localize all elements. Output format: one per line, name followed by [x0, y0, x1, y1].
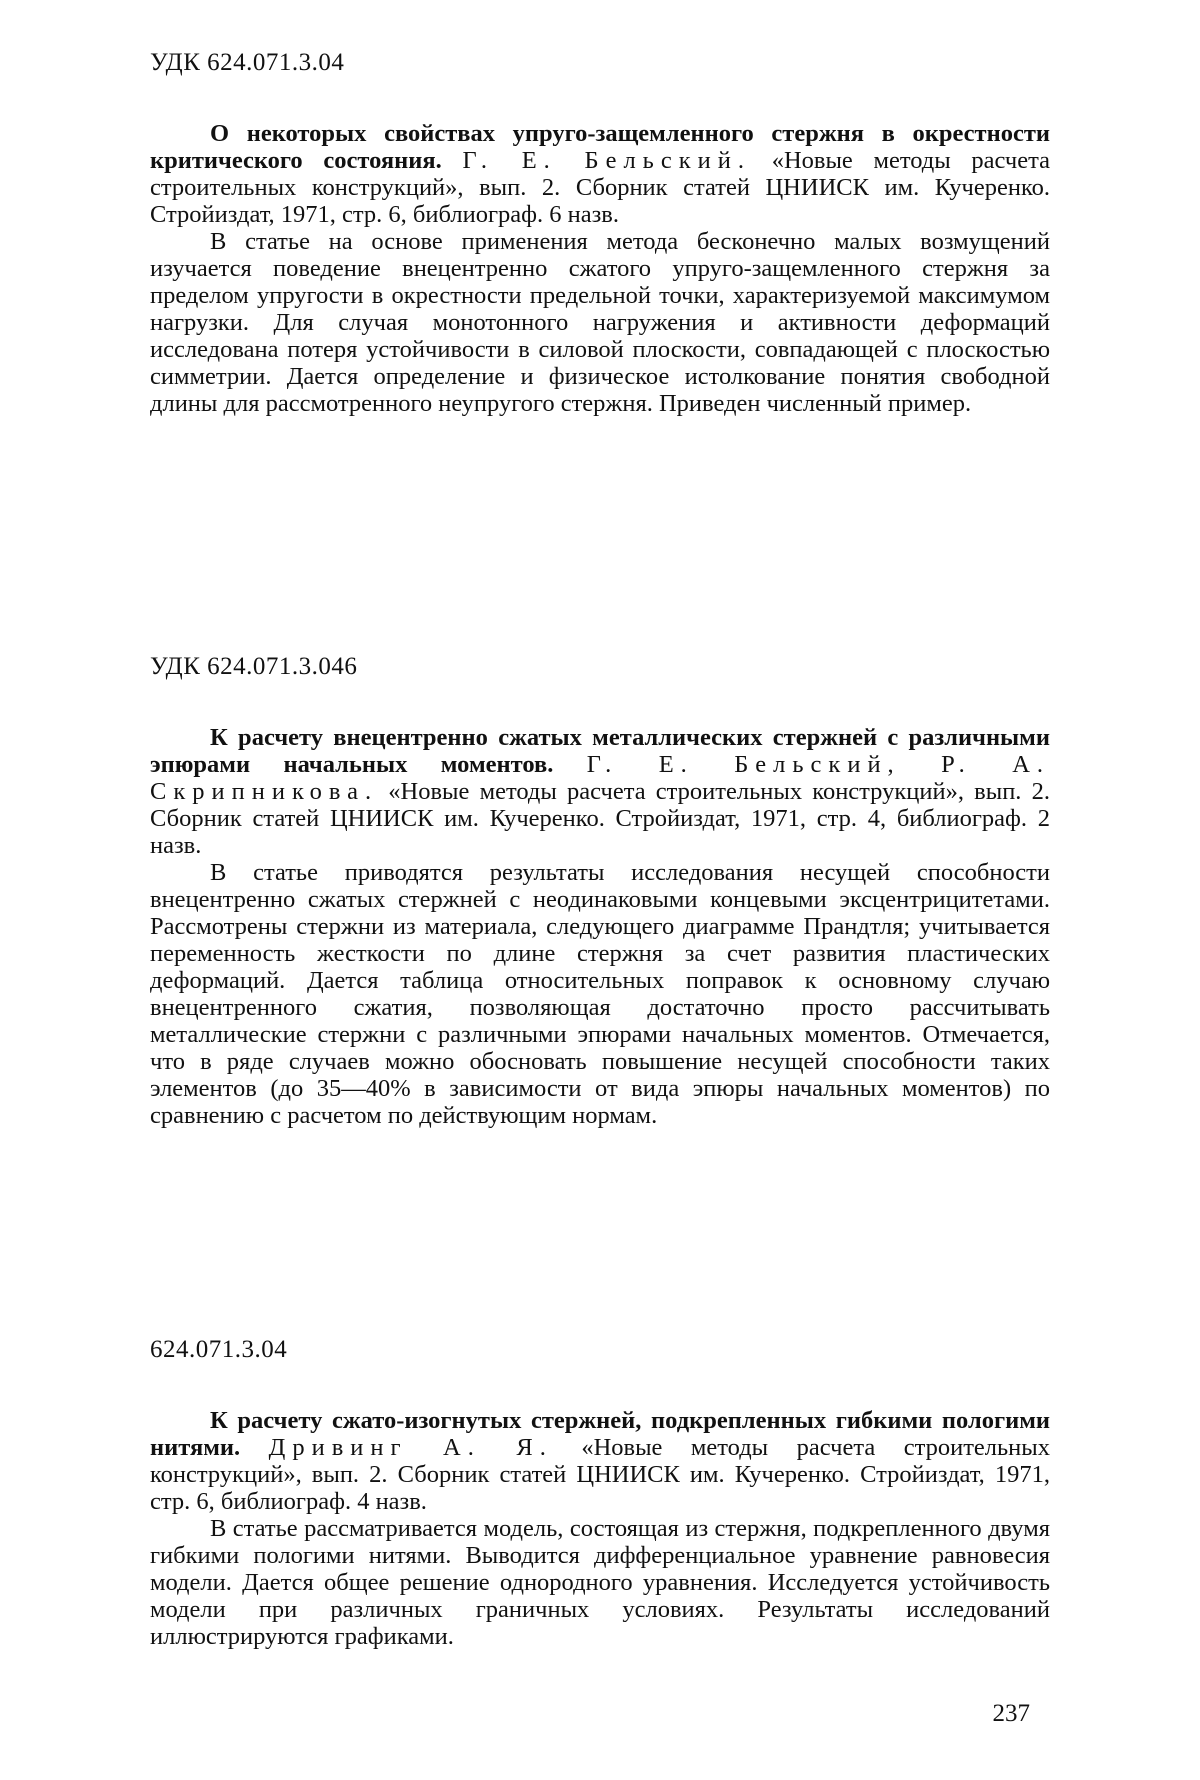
page-number: 237 — [992, 1700, 1030, 1727]
abstract-entry — [150, 652, 1050, 1129]
abstract-text: В статье приводятся результаты исследования несущей способности внецентренно сжатых стержней с неодинаковыми концевыми эксцентрицитетами. Рассмотрены стержни из материала, следующего диаграмме Прандтля; учитывается переменность жесткости по длине стержня за счет развития пластических деформаций. Дается таблица относительных поправок к основному случаю внецентренного сжатия, позволяющая достаточно просто рассчитывать металлические стержни с различными эпюрами начальных моментов. Отмечается, что в ряде случаев можно обосновать повышение несущей способности таких элементов (до 35—40% в зависимости от вида эпюры начальных моментов) по сравнению с расчетом по действующим нормам. — [150, 859, 1050, 1129]
abstract-entry — [150, 48, 1050, 417]
citation — [150, 724, 1050, 859]
article-author: Дривинг А. Я. — [268, 1434, 553, 1461]
udc-code: УДК 624.071.3.04 — [150, 49, 345, 76]
article-source: «Новые методы расчета строительных конструкций», вып. 2. Сборник статей ЦНИИСК им. Кучеренко. Стройиздат, 1971, стр. 6, библиограф. 4 назв. — [150, 1434, 1051, 1515]
udc-code: УДК 624.071.3.046 — [150, 653, 358, 680]
article-title: К расчету сжато-изогнутых стержней, подкрепленных гибкими пологими нитями. — [150, 1407, 1050, 1461]
article-author: Г. Е. Бельский, Р. А. Скрипникова. — [150, 751, 1051, 805]
abstract-text: В статье на основе применения метода бесконечно малых возмущений изучается поведение внецентренно сжатого упруго-защемленного стержня за пределом упругости в окрестности предельной точки, характеризуемой максимумом нагрузки. Для случая монотонного нагружения и активности деформаций исследована потеря устойчивости в силовой плоскости, совпадающей с плоскостью симметрии. Дается определение и физическое истолкование понятия свободной длины для рассмотренного неупругого стержня. Приведен численный пример. — [150, 228, 1050, 417]
document-page — [150, 0, 1050, 1780]
article-title: К расчету внецентренно сжатых металлических стержней с различными эпюрами начальных моментов. — [150, 724, 1050, 778]
citation — [150, 120, 1050, 228]
abstract-text: В статье рассматривается модель, состоящая из стержня, подкрепленного двумя гибкими пологими нитями. Выводится дифференциальное уравнение равновесия модели. Дается общее решение однородного уравнения. Исследуется устойчивость модели при различных граничных условиях. Результаты исследований иллюстрируются графиками. — [150, 1515, 1050, 1650]
udc-code: 624.071.3.04 — [150, 1336, 288, 1363]
citation — [150, 1407, 1050, 1515]
article-author: Г. Е. Бельский. — [462, 147, 751, 174]
article-source: «Новые методы расчета строительных конструкций», вып. 2. Сборник статей ЦНИИСК им. Кучеренко. Стройиздат, 1971, стр. 6, библиограф. 6 назв. — [150, 147, 1051, 228]
article-source: «Новые методы расчета строительных конструкций», вып. 2. Сборник статей ЦНИИСК им. Кучеренко. Стройиздат, 1971, стр. 4, библиограф. 2 назв. — [150, 778, 1050, 859]
abstract-entry — [150, 1335, 1050, 1650]
article-title: О некоторых свойствах упруго-защемленного стержня в окрестности критического состояния. — [150, 120, 1050, 174]
